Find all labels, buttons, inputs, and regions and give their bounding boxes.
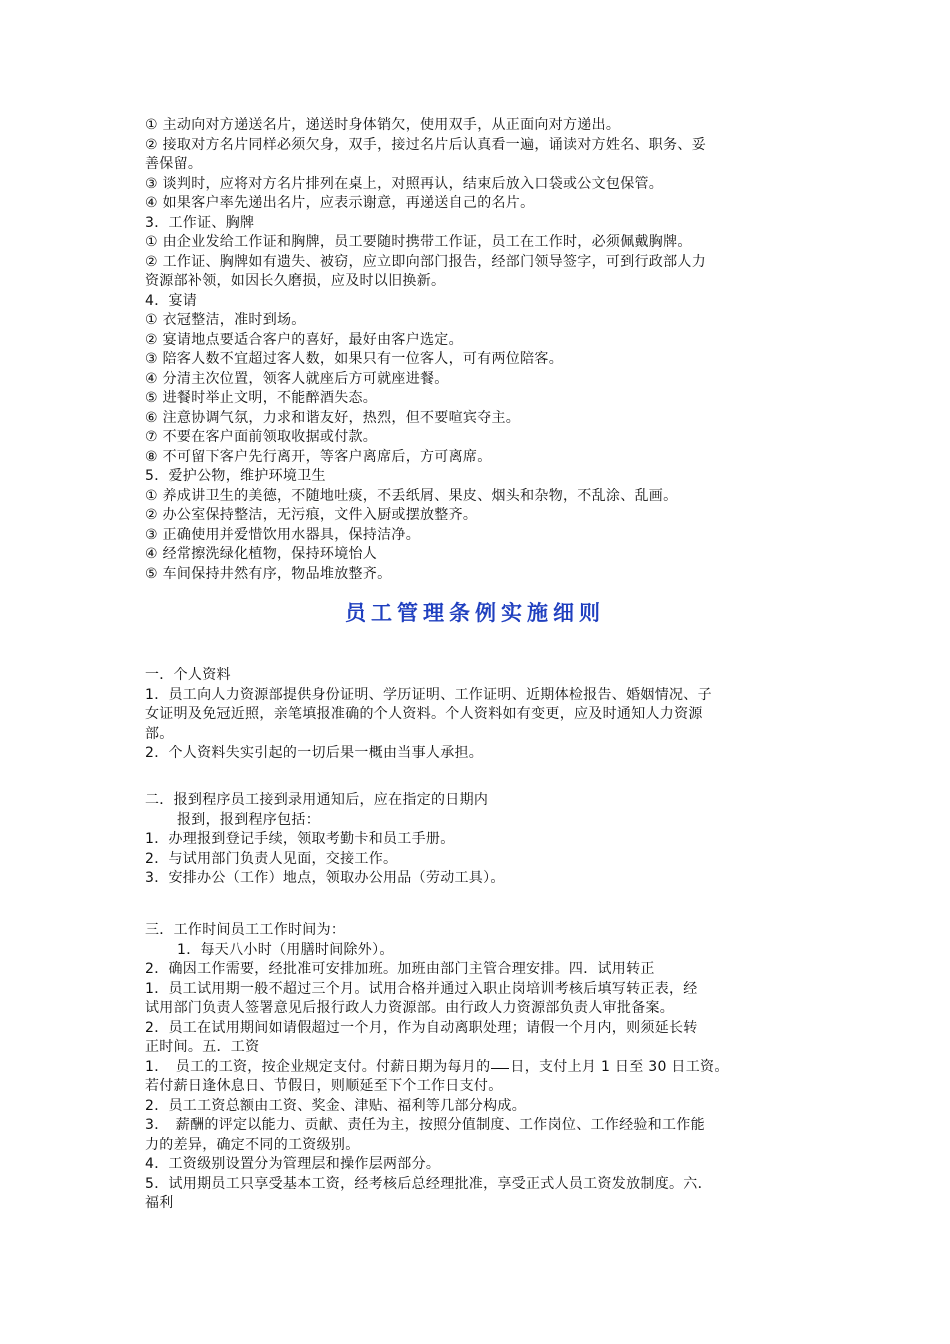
text-line: 试用部门负责人签署意见后报行政人力资源部。由行政人力资源部负责人审批备案。: [145, 1000, 675, 1016]
text-line: 正时间。五．工资: [145, 1039, 260, 1055]
text-line: ③ 陪客人数不宜超过客人数，如果只有一位客人，可有两位陪客。: [145, 351, 563, 367]
text-line: 5．试用期员工只享受基本工资，经考核后总经理批准，享受正式人员工资发放制度。六．: [145, 1175, 712, 1192]
text-line: ③ 正确使用并爱惜饮用水器具，保持洁净。: [145, 526, 420, 543]
text-line: ② 工作证、胸牌如有遗失、被窃，应立即向部门报告，经部门领导签字，可到行政部人力: [145, 253, 706, 270]
text-line: 福利: [145, 1195, 174, 1211]
section-onboarding: [145, 791, 810, 889]
text-line: ⑤ 车间保持井然有序，物品堆放整齐。: [145, 565, 392, 582]
section-heading: 二．报到程序员工接到录用通知后，应在指定的日期内: [145, 792, 489, 808]
text-line: 力的差异，确定不同的工资级别。: [145, 1136, 360, 1153]
text-line: 2．员工在试用期间如请假超过一个月，作为自动离职处理；请假一个月内，则须延长转: [145, 1019, 698, 1036]
text-line: ④ 经常擦洗绿化植物，保持环境怡人: [145, 546, 378, 562]
text-line: ② 宴请地点要适合客户的喜好，最好由客户选定。: [145, 331, 463, 348]
text-line: 善保留。: [145, 156, 203, 172]
text-line: ② 接取对方名片同样必须欠身，双手，接过名片后认真看一遍，诵读对方姓名、职务、妥: [145, 136, 706, 153]
text-line: 报到，报到程序包括：: [177, 811, 320, 828]
text-line: ⑥ 注意协调气氛，力求和谐友好，热烈，但不要喧宾夺主。: [145, 409, 521, 426]
text-line: 1．每天八小时（用膳时间除外）。: [177, 941, 394, 958]
text-line: ① 衣冠整洁，准时到场。: [145, 312, 306, 328]
text-line: 3． 薪酬的评定以能力、贡献、责任为主，按照分值制度、工作岗位、工作经验和工作能: [145, 1117, 705, 1133]
text-line: 若付薪日逢休息日、节假日，则顺延至下个工作日支付。: [145, 1078, 503, 1094]
section-heading: 三．工作时间员工工作时间为：: [145, 922, 346, 938]
text-line: 3．安排办公（工作）地点，领取办公用品（劳动工具）。: [145, 870, 505, 886]
text-line: 1．员工向人力资源部提供身份证明、学历证明、工作证明、近期体检报告、婚姻情况、子: [145, 686, 712, 703]
text-line: ③ 谈判时，应将对方名片排列在桌上，对照再认，结束后放入口袋或公文包保管。: [145, 175, 664, 192]
text-line: ⑦ 不要在客户面前领取收据或付款。: [145, 429, 378, 445]
section-heading: 一．个人资料: [145, 667, 231, 683]
text-line: ② 办公室保持整洁，无污痕，文件入厨或摆放整齐。: [145, 507, 478, 523]
text-line: 1．员工试用期一般不超过三个月。试用合格并通过入职止岗培训考核后填写转正表，经: [145, 980, 698, 997]
text-line: 1．办理报到登记手续，领取考勤卡和员工手册。: [145, 831, 455, 847]
text-line: ① 养成讲卫生的美德，不随地吐痰，不丢纸屑、果皮、烟头和杂物，不乱涂、乱画。: [145, 487, 678, 504]
subheading: 3．工作证、胸牌: [145, 214, 255, 231]
pay-line-before: 1． 员工的工资，按企业规定支付。付薪日期为每月的: [145, 1058, 491, 1075]
subheading: 4．宴请: [145, 292, 198, 309]
subheading: 5．爱护公物，维护环境卫生: [145, 468, 326, 484]
pay-date-line: [145, 1058, 810, 1078]
text-line: ⑤ 进餐时举止文明，不能醉酒失态。: [145, 390, 378, 406]
text-line: 2．确因工作需要，经批准可安排加班。加班由部门主管合理安排。四．试用转正: [145, 961, 655, 977]
text-line: ⑧ 不可留下客户先行离开，等客户离席后，方可离席。: [145, 448, 492, 465]
text-line: 部。: [145, 725, 174, 742]
text-line: ① 主动向对方递送名片，递送时身体销欠，使用双手，从正面向对方递出。: [145, 117, 621, 133]
text-line: 2．个人资料失实引起的一切后果一概由当事人承担。: [145, 745, 484, 761]
section-personal-info: [145, 666, 810, 764]
text-line: ④ 如果客户率先递出名片，应表示谢意，再递送自己的名片。: [145, 195, 535, 211]
section-work-hours: [145, 921, 810, 1214]
text-line: 女证明及免冠近照，亲笔填报准确的个人资料。个人资料如有变更，应及时通知人力资源: [145, 706, 703, 722]
text-line: 2．与试用部门负责人见面，交接工作。: [145, 850, 398, 867]
section-a-text: [145, 116, 810, 584]
document-title: 员工管理条例实施细则: [345, 600, 605, 625]
text-line: 4．工资级别设置分为管理层和操作层两部分。: [145, 1156, 441, 1172]
pay-line-after: 日，支付上月 1 日至 30 日工资。: [510, 1058, 729, 1075]
text-line: 资源部补领，如因长久磨损，应及时以旧换新。: [145, 273, 446, 289]
text-line: ① 由企业发给工作证和胸牌，员工要随时携带工作证，员工在工作时，必须佩戴胸牌。: [145, 234, 692, 250]
text-line: ④ 分清主次位置，领客人就座后方可就座进餐。: [145, 370, 449, 387]
text-line: 2．员工工资总额由工资、奖金、津贴、福利等几部分构成。: [145, 1097, 527, 1114]
